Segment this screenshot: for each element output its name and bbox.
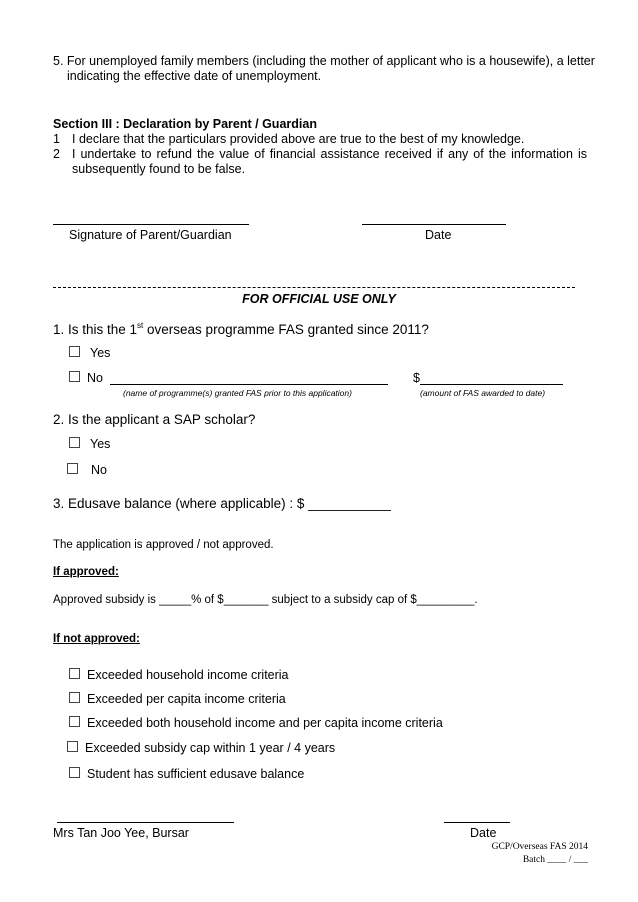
section3-title: Section III : Declaration by Parent / Guardian [53, 117, 317, 131]
reason-edusave-balance-label: Student has sufficient edusave balance [87, 767, 305, 781]
official-separator [53, 287, 575, 288]
q1-programme-field[interactable] [110, 384, 388, 385]
q2-no-checkbox[interactable] [67, 463, 78, 474]
reason-per-capita-income-label: Exceeded per capita income criteria [87, 692, 286, 706]
reason-household-income-checkbox[interactable] [69, 668, 80, 679]
q2-yes-label: Yes [90, 437, 111, 451]
parent-date-line[interactable] [362, 224, 506, 225]
question-1-suffix: overseas programme FAS granted since 2011? [143, 322, 429, 337]
question-2: 2. Is the applicant a SAP scholar? [53, 412, 256, 427]
declaration-2-number: 2 [53, 147, 60, 161]
signature-label: Signature of Parent/Guardian [69, 228, 232, 242]
question-1 [53, 322, 429, 338]
item5-line1: 5. For unemployed family members (including the mother of applicant who is a housewife), a letter [53, 54, 595, 68]
reason-household-income-label: Exceeded household income criteria [87, 668, 289, 682]
item5-line2: indicating the effective date of unemployment. [67, 69, 322, 83]
approved-subsidy-line: Approved subsidy is _____% of $_______ subject to a subsidy cap of $_________. [53, 594, 478, 606]
q1-dollar-sign: $ [413, 371, 420, 385]
bursar-date-label: Date [470, 826, 497, 840]
q1-yes-checkbox[interactable] [69, 346, 80, 357]
bursar-name: Mrs Tan Joo Yee, Bursar [53, 826, 189, 840]
q1-amount-note: (amount of FAS awarded to date) [420, 388, 546, 398]
bursar-date-line[interactable] [444, 822, 510, 823]
form-reference: GCP/Overseas FAS 2014 [491, 842, 588, 852]
declaration-2-line2: subsequently found to be false. [72, 162, 246, 176]
reason-both-income-checkbox[interactable] [69, 716, 80, 727]
q2-no-label: No [91, 463, 107, 477]
reason-subsidy-cap-checkbox[interactable] [67, 741, 78, 752]
declaration-2-line1: I undertake to refund the value of financial assistance received if any of the information is [72, 147, 587, 161]
q1-yes-label: Yes [90, 346, 111, 360]
question-3-edusave: 3. Edusave balance (where applicable) : $ ___________ [53, 496, 391, 511]
approval-statement: The application is approved / not approved. [53, 539, 274, 551]
reason-subsidy-cap-label: Exceeded subsidy cap within 1 year / 4 years [85, 741, 336, 755]
q1-programme-note: (name of programme(s) granted FAS prior to this application) [123, 388, 352, 398]
q1-no-label: No [87, 371, 103, 385]
signature-date-label: Date [425, 228, 452, 242]
if-not-approved-heading: If not approved: [53, 633, 140, 645]
if-approved-heading: If approved: [53, 566, 119, 578]
official-use-title: FOR OFFICIAL USE ONLY [242, 292, 396, 306]
declaration-1-number: 1 [53, 132, 60, 146]
q2-yes-checkbox[interactable] [69, 437, 80, 448]
parent-signature-line[interactable] [53, 224, 249, 225]
q1-no-checkbox[interactable] [69, 371, 80, 382]
bursar-signature-line[interactable] [57, 822, 234, 823]
reason-both-income-label: Exceeded both household income and per capita income criteria [87, 716, 443, 730]
reason-per-capita-income-checkbox[interactable] [69, 692, 80, 703]
reason-edusave-balance-checkbox[interactable] [69, 767, 80, 778]
question-1-sup: st [137, 320, 144, 330]
question-1-prefix: 1. Is this the 1 [53, 322, 138, 337]
q1-amount-field[interactable] [420, 384, 563, 385]
batch-field: Batch ____ / ___ [522, 855, 588, 865]
declaration-1-text: I declare that the particulars provided above are true to the best of my knowledge. [72, 132, 525, 146]
